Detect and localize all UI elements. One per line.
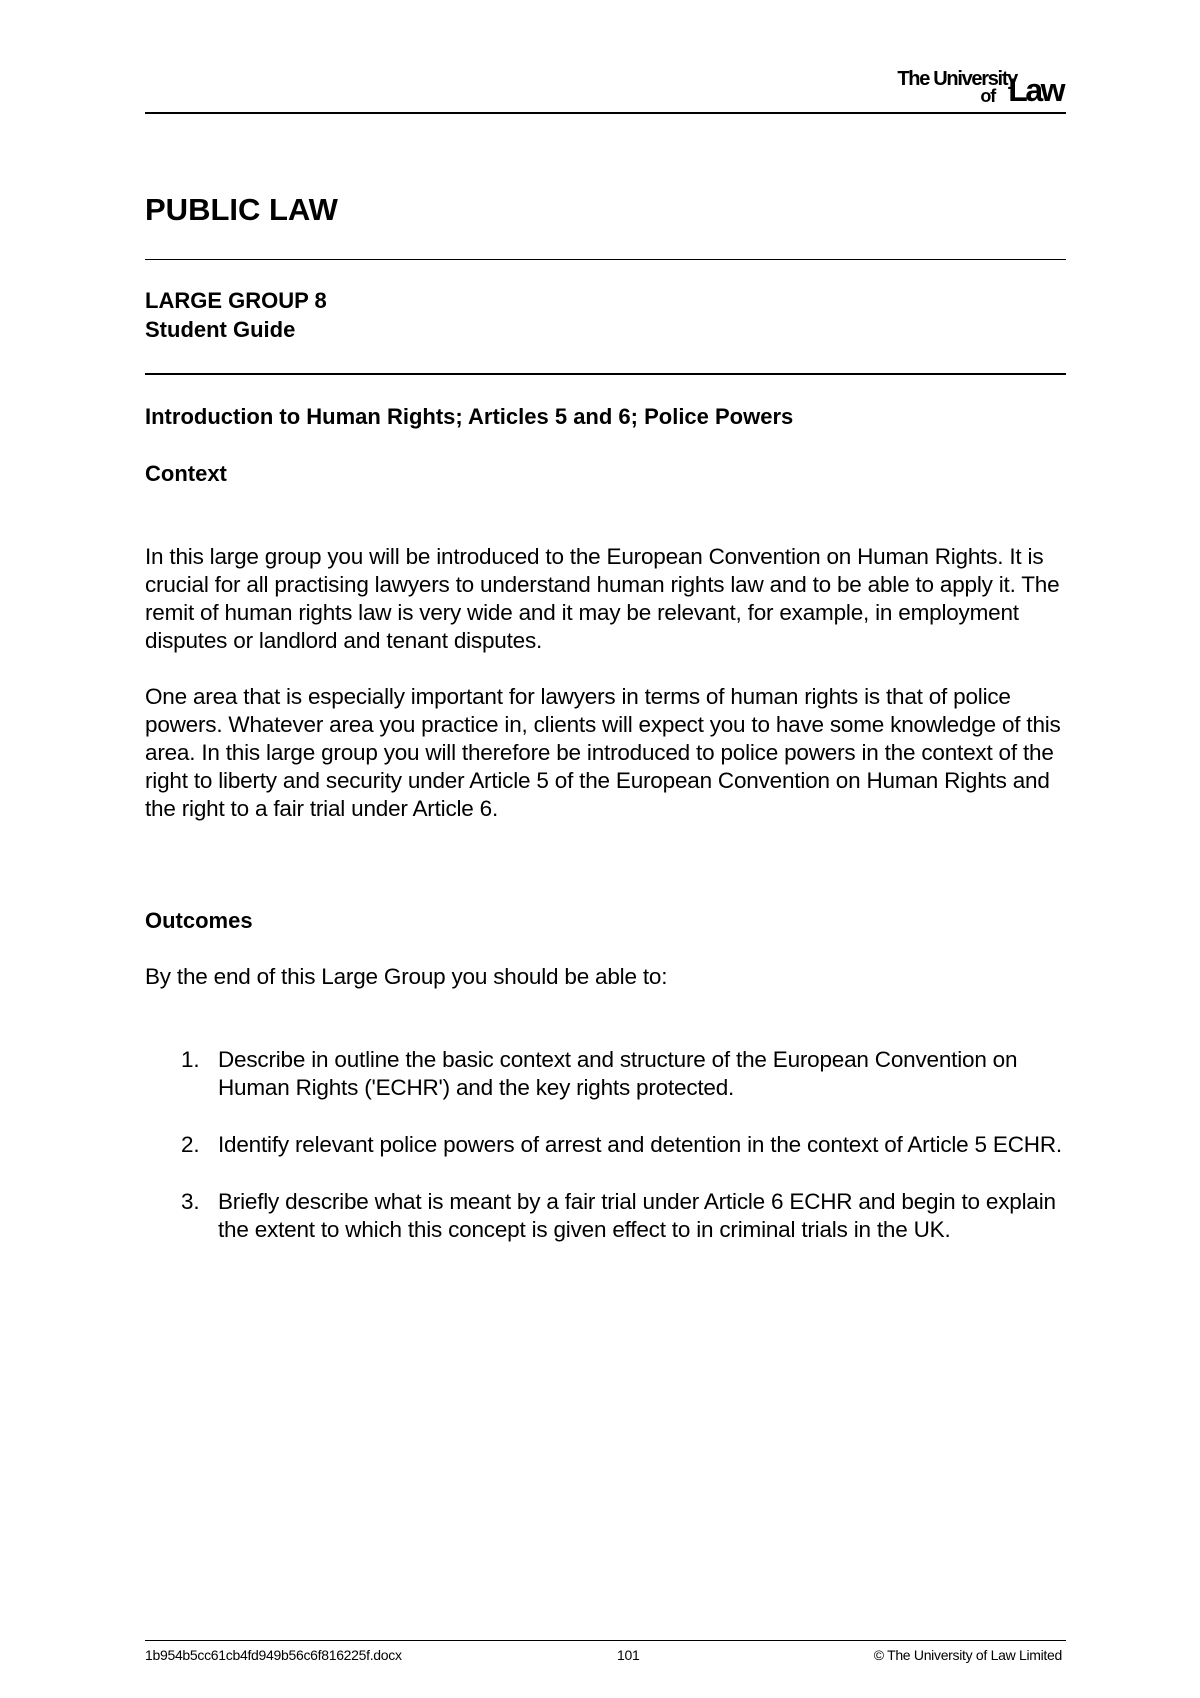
outcome-text: Identify relevant police powers of arrest and detention in the context of Article 5 ECHR. (218, 1132, 1062, 1157)
footer-filename: 1b954b5cc61cb4fd949b56c6f816225f.docx (145, 1647, 402, 1663)
outcome-item (145, 1046, 1075, 1102)
logo-text-university: The University (897, 68, 1017, 90)
outcome-text: Briefly describe what is meant by a fair trial under Article 6 ECHR and begin to explain the extent to which this concept is given effect to in criminal trials in the UK. (218, 1189, 1056, 1242)
footer-divider (145, 1640, 1066, 1641)
topic-heading: Introduction to Human Rights; Articles 5 and 6; Police Powers (145, 404, 794, 429)
outcome-number: 1. (181, 1047, 200, 1072)
outcomes-intro: By the end of this Large Group you should be able to: (145, 964, 668, 989)
context-paragraph: One area that is especially important for lawyers in terms of human rights is that of police powers. Whatever area you practice in, clients will expect you to have some knowledge of this area. In this large group you will therefore be introduced to police powers in the context of the right to liberty and security under Article 5 of the European Convention on Human Rights and the right to a fair trial under Article 6. (145, 684, 1061, 821)
outcomes-heading: Outcomes (145, 908, 253, 933)
footer-page-number: 101 (617, 1647, 640, 1663)
title-divider (145, 259, 1066, 260)
logo-text-law: Law (1008, 72, 1063, 108)
group-label: LARGE GROUP 8 (145, 288, 327, 313)
outcome-number: 2. (181, 1132, 200, 1157)
outcome-text: Describe in outline the basic context and structure of the European Convention on Human Rights ('ECHR') and the key rights protected. (218, 1047, 1018, 1100)
header-divider (145, 112, 1066, 114)
footer-copyright: © The University of Law Limited (873, 1647, 1062, 1663)
outcome-number: 3. (181, 1189, 200, 1214)
context-paragraph: In this large group you will be introduced to the European Convention on Human Rights. It is crucial for all practising lawyers to understand human rights law and to be able to apply it. The remit of human rights law is very wide and it may be relevant, for example, in employment disputes or landlord and tenant disputes. (145, 544, 1060, 653)
logo-text-of: of (980, 86, 995, 106)
outcome-item (145, 1188, 1075, 1244)
subtitle-divider (145, 373, 1066, 375)
context-heading: Context (145, 461, 227, 486)
outcome-item (145, 1131, 1075, 1159)
page-title: PUBLIC LAW (145, 192, 338, 227)
university-logo (843, 64, 1063, 110)
outcomes-list (145, 1046, 1075, 1273)
guide-label: Student Guide (145, 317, 296, 342)
